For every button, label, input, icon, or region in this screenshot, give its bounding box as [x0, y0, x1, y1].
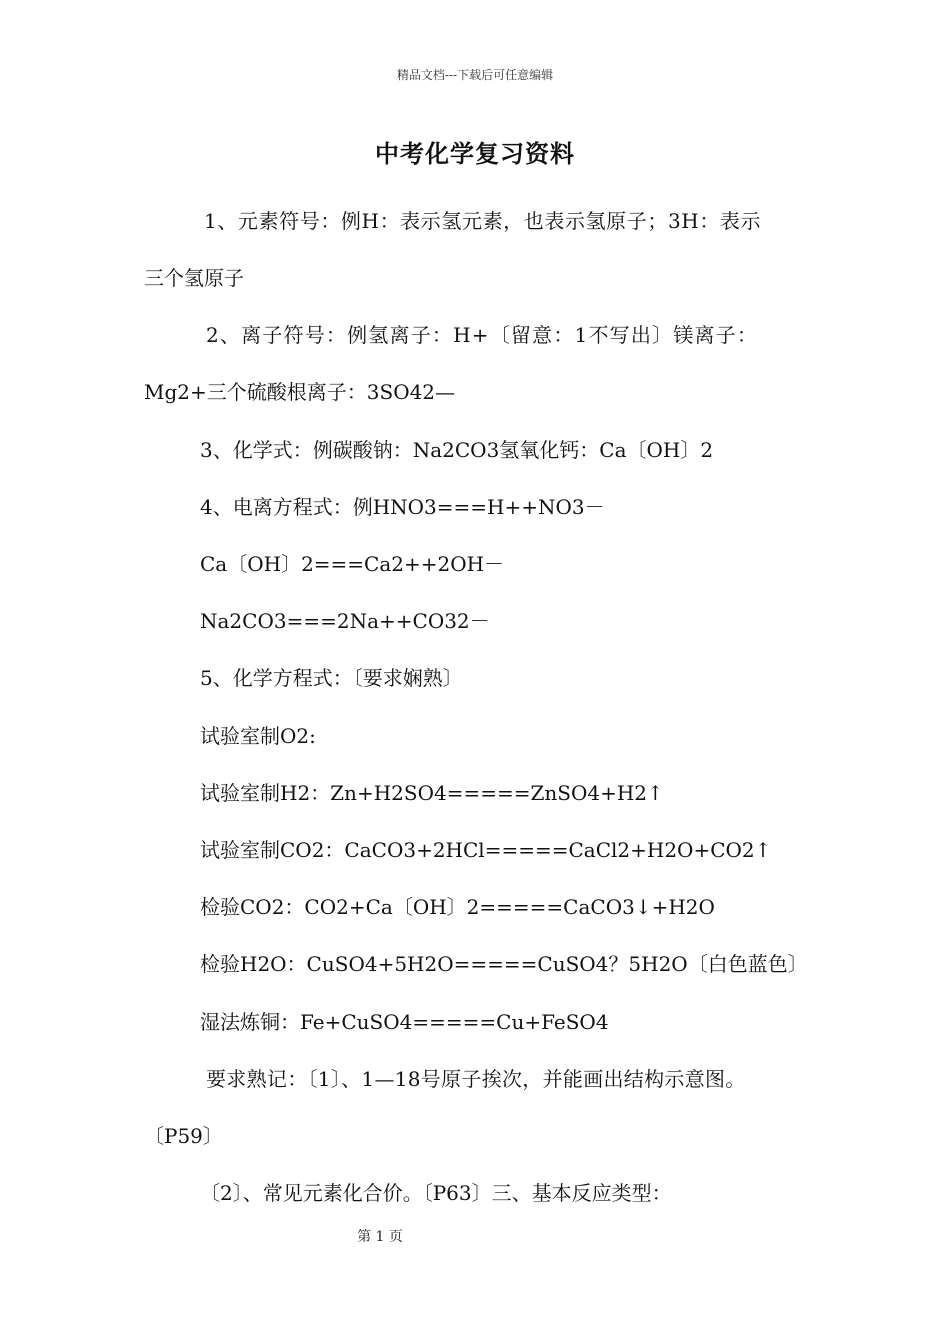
- body-line-3: 2、离子符号：例氢离子：H+〔留意：1不写出〕镁离子：: [206, 323, 759, 347]
- document-title: 中考化学复习资料: [375, 139, 575, 168]
- body-line-12: 试验室制CO2：CaCO3+2HCl=====CaCl2+H2O+CO2↑: [200, 838, 772, 862]
- body-line-9: 5、化学方程式：〔要求娴熟〕: [200, 666, 463, 690]
- body-line-18: 〔2〕、常见元素化合价。〔P63〕三、基本反应类型：: [200, 1181, 672, 1205]
- body-line-13: 检验CO2：CO2+Ca〔OH〕2=====CaCO3↓+H2O: [200, 895, 715, 919]
- body-line-7: Ca〔OH〕2===Ca2++2OH－: [200, 552, 505, 576]
- body-line-10: 试验室制O2:: [200, 724, 316, 748]
- body-line-11: 试验室制H2：Zn+H2SO4=====ZnSO4+H2↑: [200, 781, 664, 805]
- body-line-17: 〔P59〕: [144, 1124, 223, 1148]
- body-line-2: 三个氢原子: [144, 266, 244, 290]
- body-line-16: 要求熟记：〔1〕、1—18号原子挨次，并能画出结构示意图。: [206, 1067, 746, 1091]
- body-line-4: Mg2+三个硫酸根离子：3SO42—: [144, 380, 456, 404]
- body-line-1: 1、元素符号：例H：表示氢元素，也表示氢原子；3H：表示: [204, 209, 762, 233]
- page-footer: 第 1 页: [357, 1229, 403, 1245]
- body-line-8: Na2CO3===2Na++CO32－: [200, 609, 490, 633]
- body-line-6: 4、电离方程式：例HNO3===H++NO3－: [200, 495, 605, 519]
- body-line-5: 3、化学式：例碳酸钠：Na2CO3氢氧化钙：Ca〔OH〕2: [200, 438, 714, 462]
- body-line-15: 湿法炼铜：Fe+CuSO4=====Cu+FeSO4: [200, 1010, 609, 1034]
- body-line-14: 检验H2O：CuSO4+5H2O=====CuSO4？5H2O〔白色蓝色〕: [200, 952, 808, 976]
- header-note: 精品文档---下载后可任意编辑: [396, 68, 554, 82]
